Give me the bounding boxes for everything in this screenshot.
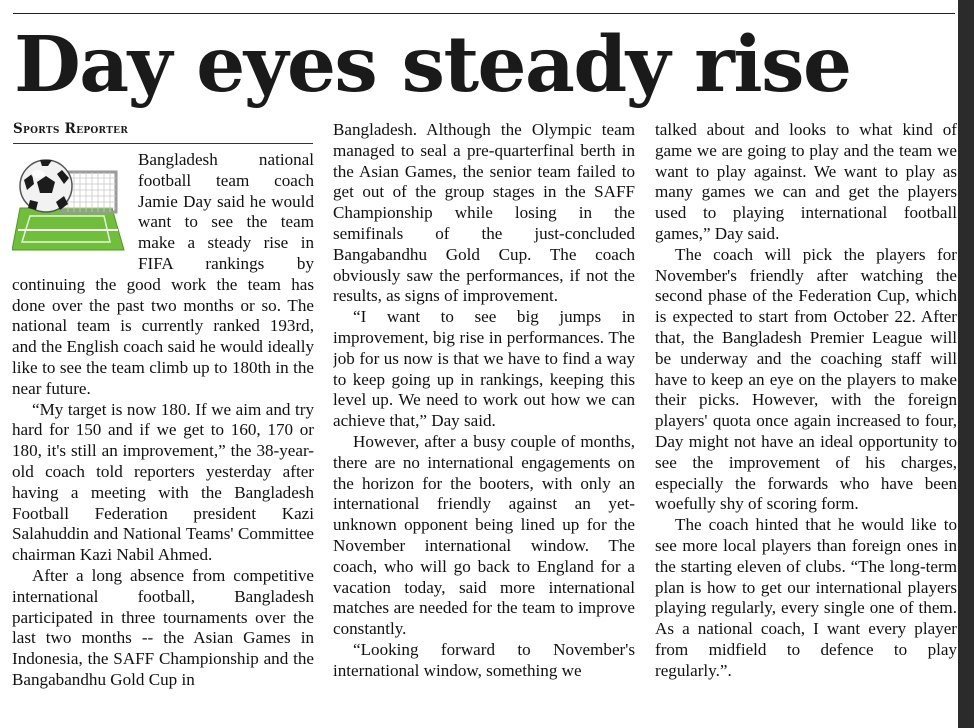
top-rule bbox=[13, 13, 955, 14]
paragraph: The coach will pick the players for November's friendly after watching the second phase of the Federation Cup, which is expected to start from October 22. After that, the Bangladesh Premier League will be underway and the coaching staff will have to keep an eye on the players to make their picks. However, with the foreign players' quota once again increased to four, Day might not have an ideal opportunity to see the improvement of his charges, especially the forwards who have been woefully shy of scoring form. bbox=[655, 244, 957, 514]
article-column-2 bbox=[333, 120, 635, 728]
paragraph: “Looking forward to November's international window, something we bbox=[333, 639, 635, 680]
paragraph: “My target is now 180. If we aim and try hard for 150 and if we get to 160, 170 or 180, it's still an improvement,” the 38-year-old coach told reporters yesterday after having a meeting with the Bangladesh Football Federation president Kazi Salahuddin and National Teams' Committee chairman Kazi Nabil Ahmed. bbox=[12, 399, 314, 565]
page-edge-bar bbox=[958, 0, 974, 728]
paragraph: “I want to see big jumps in improvement, big rise in performances. The job for us now is that we have to find a way to keep going up in rankings, keeping this level up. We need to work out how we can achieve that,” Day said. bbox=[333, 307, 635, 431]
byline: Sports Reporter bbox=[13, 121, 129, 137]
paragraph: However, after a busy couple of months, there are no international engagements on the horizon for the booters, with only an international friendly against an yet-unknown opponent being lined up for the November international window. The coach, who will go back to England for a vacation today, said more international matches are needed for the team to improve constantly. bbox=[333, 431, 635, 639]
paragraph: The coach hinted that he would like to see more local players than foreign ones in the starting eleven of clubs. “The long-term plan is how to get our international players playing regularly, every single one of them. As a national coach, I want every player from midfield to defence to play regularly.”. bbox=[655, 515, 957, 680]
football-goal-icon bbox=[12, 150, 128, 256]
headline: Day eyes steady rise bbox=[14, 20, 851, 110]
paragraph: After a long absence from competitive international football, Bangladesh participated in three tournaments over the last two months -- the Asian Games in Indonesia, the SAFF Championship and the Bangabandhu Gold Cup in bbox=[12, 565, 314, 689]
article-column-3 bbox=[655, 120, 957, 728]
byline-rule bbox=[13, 143, 313, 144]
paragraph: talked about and looks to what kind of game we are going to play and the team we want to play against. We want to play as many games we can and get the players used to playing international football games,” Day said. bbox=[655, 120, 957, 243]
paragraph: Bangladesh. Although the Olympic team managed to seal a pre-quarterfinal berth in the Asian Games, the senior team failed to get out of the group stages in the SAFF Championship while losing in the semifinals of the just-concluded Bangabandhu Gold Cup. The coach obviously saw the performances, if not the results, as signs of improvement. bbox=[333, 120, 635, 306]
paragraph: Bangladesh national football team coach Jamie Day said he would want to see the team make a steady rise in FIFA rankings by continuing the good work the team has done over the past two months or so. The national team is currently ranked 193rd, and the English coach said he would ideally like to see the team climb up to 180th in the near future. bbox=[12, 150, 314, 398]
article-column-1 bbox=[12, 150, 314, 728]
